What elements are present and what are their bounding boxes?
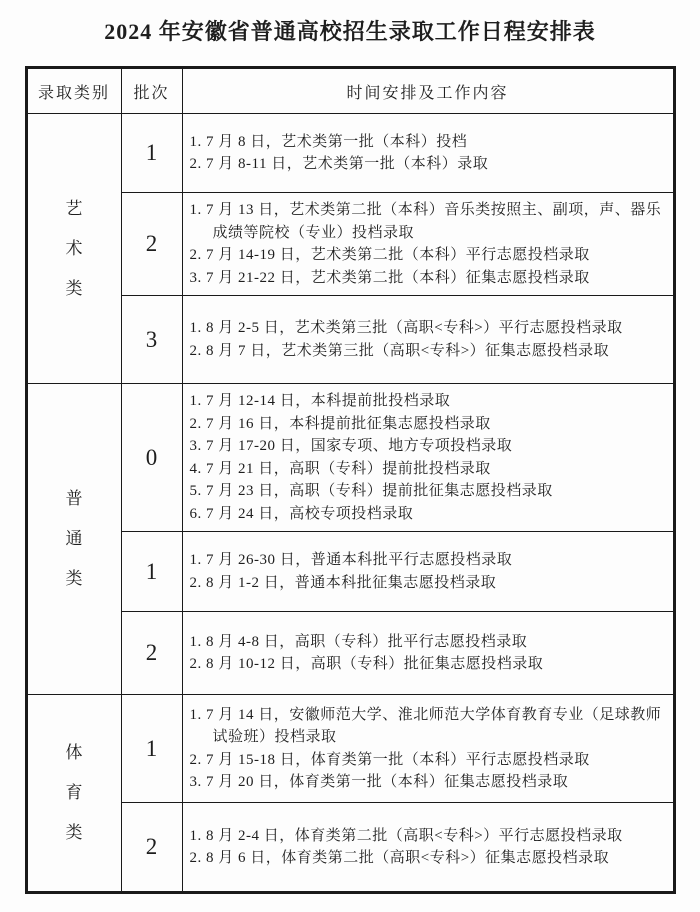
schedule-cell (182, 803, 674, 893)
schedule-item: 2. 7 月 14-19 日，艺术类第二批（本科）平行志愿投档录取 (189, 247, 590, 263)
schedule-item: 2. 7 月 8-11 日，艺术类第一批（本科）录取 (189, 156, 489, 172)
batch-number: 2 (121, 803, 182, 893)
schedule-item: 2. 8 月 6 日，体育类第二批（高职<专科>）征集志愿投档录取 (189, 850, 610, 866)
schedule-cell (182, 695, 674, 803)
schedule-item: 3. 7 月 17-20 日，国家专项、地方专项投档录取 (189, 438, 513, 454)
schedule-item: 1. 7 月 26-30 日，普通本科批平行志愿投档录取 (189, 552, 513, 568)
schedule-cell (182, 384, 674, 532)
schedule-cell (182, 296, 674, 384)
table-row-art-batch-3 (26, 296, 674, 384)
table-row-sports-batch-2 (26, 803, 674, 893)
table-row-sports-batch-1 (26, 695, 674, 803)
category-label: 体育类 (65, 743, 83, 842)
table-row-art-batch-1 (26, 114, 674, 193)
schedule-item: 2. 7 月 16 日，本科提前批征集志愿投档录取 (189, 415, 491, 432)
batch-number: 1 (121, 695, 182, 803)
table-row-general-batch-2 (26, 612, 674, 695)
schedule-item: 1. 7 月 14 日，安徽师范大学、淮北师范大学体育教育专业（足球教师试验班）投档录取 (189, 706, 662, 745)
batch-number: 2 (121, 612, 182, 695)
schedule-cell (182, 193, 674, 296)
schedule-cell (182, 114, 674, 193)
batch-number: 0 (121, 384, 182, 532)
category-label: 普通类 (65, 489, 83, 588)
header-row (26, 68, 674, 114)
batch-number: 3 (121, 296, 182, 384)
category-cell-art (26, 114, 121, 384)
schedule-item: 2. 8 月 7 日，艺术类第三批（高职<专科>）征集志愿投档录取 (189, 342, 610, 359)
batch-number: 2 (121, 193, 182, 296)
schedule-item: 1. 7 月 12-14 日，本科提前批投档录取 (189, 393, 451, 409)
schedule-item: 4. 7 月 21 日，高职（专科）提前批投档录取 (189, 460, 491, 477)
category-cell-general (26, 384, 121, 695)
page-title: 2024 年安徽省普通高校招生录取工作日程安排表 (104, 19, 596, 44)
batch-number: 1 (121, 532, 182, 612)
table-row-art-batch-2 (26, 193, 674, 296)
category-label: 艺术类 (65, 198, 83, 298)
table-row-general-batch-1 (26, 532, 674, 612)
schedule-item: 6. 7 月 24 日，高校专项投档录取 (189, 505, 414, 522)
schedule-item: 1. 8 月 2-5 日，艺术类第三批（高职<专科>）平行志愿投档录取 (189, 320, 623, 336)
schedule-item: 1. 7 月 13 日，艺术类第二批（本科）音乐类按照主、副项，声、器乐成绩等院校（专业）投档录取 (189, 202, 662, 241)
schedule-item: 1. 8 月 2-4 日，体育类第二批（高职<专科>）平行志愿投档录取 (189, 827, 623, 844)
schedule-item: 1. 8 月 4-8 日，高职（专科）批平行志愿投档录取 (189, 633, 528, 650)
schedule-cell (182, 612, 674, 695)
column-header-schedule: 时间安排及工作内容 (182, 68, 674, 114)
schedule-item: 1. 7 月 8 日，艺术类第一批（本科）投档 (189, 133, 468, 150)
column-header-category: 录取类别 (26, 68, 121, 114)
table-row-general-batch-0 (26, 384, 674, 532)
schedule-item: 3. 7 月 21-22 日，艺术类第二批（本科）征集志愿投档录取 (189, 269, 590, 286)
category-cell-sports (26, 695, 121, 893)
schedule-item: 3. 7 月 20 日，体育类第一批（本科）征集志愿投档录取 (189, 774, 569, 790)
column-header-batch: 批次 (121, 68, 182, 114)
batch-number: 1 (121, 114, 182, 193)
schedule-item: 2. 8 月 1-2 日，普通本科批征集志愿投档录取 (189, 574, 497, 591)
schedule-item: 5. 7 月 23 日，高职（专科）提前批征集志愿投档录取 (189, 483, 553, 499)
schedule-item: 2. 7 月 15-18 日，体育类第一批（本科）平行志愿投档录取 (189, 751, 590, 768)
schedule-cell (182, 532, 674, 612)
schedule-item: 2. 8 月 10-12 日，高职（专科）批征集志愿投档录取 (189, 656, 544, 672)
admission-schedule-table (25, 66, 676, 894)
